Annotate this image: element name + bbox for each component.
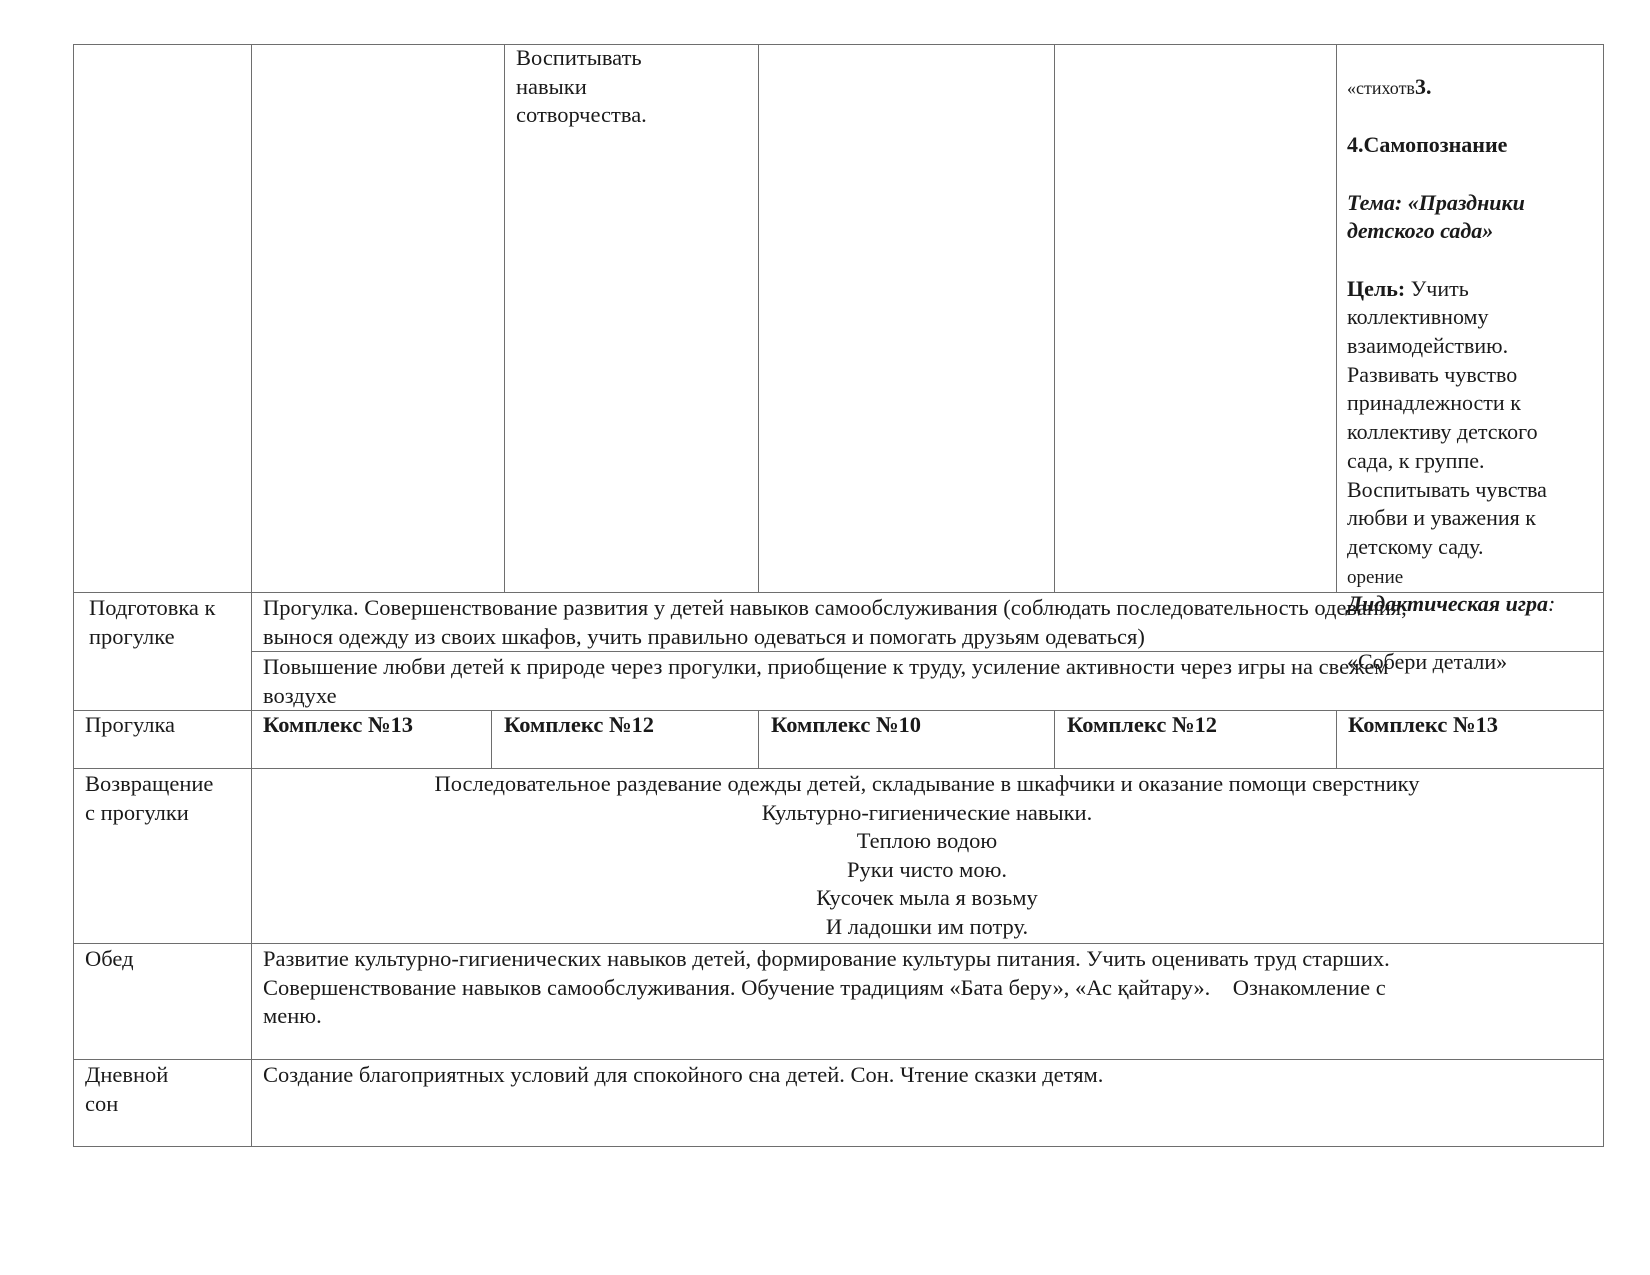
row-label-day-sleep: Дневной сон bbox=[85, 1062, 169, 1116]
complex-item: Комплекс №10 bbox=[771, 712, 922, 737]
return-from-walk-content bbox=[251, 770, 1603, 941]
complex-item: Комплекс №12 bbox=[504, 712, 655, 737]
row-label-walk-preparation: Подготовка к прогулке bbox=[89, 595, 216, 649]
row-label-lunch: Обед bbox=[85, 946, 134, 971]
goal-label: Цель: bbox=[1347, 275, 1406, 301]
self-knowledge-heading: 4.Самопознание bbox=[1347, 132, 1508, 158]
goal-text: Учить коллективному взаимодействию. Развивать чувство принадлежности к коллективу детского сада, к группе. Воспитывать чувства любви и уважения к детскому саду. bbox=[1347, 275, 1547, 559]
lunch-text: Развитие культурно-гигиенических навыков детей, формирование культуры питания. Учить оценивать труд старших. Совершенствование навыков самообслуживания. Обучение традициям «Бата беру», «Ас қайтару». Ознакомление с меню. bbox=[263, 946, 1390, 1028]
lesson-goal bbox=[1347, 275, 1597, 562]
day-sleep-text: Создание благоприятных условий для спокойного сна детей. Сон. Чтение сказки детям. bbox=[263, 1062, 1104, 1087]
table-col-divider bbox=[758, 44, 759, 593]
poems-fragment-line bbox=[1347, 73, 1597, 103]
didactic-game-name: «Собери детали» bbox=[1347, 648, 1508, 674]
complex-item: Комплекс №13 bbox=[1348, 712, 1499, 737]
item-number: 3. bbox=[1414, 73, 1432, 99]
row-label-walk: Прогулка bbox=[85, 712, 176, 737]
table-col-divider bbox=[758, 710, 759, 769]
table-col-divider bbox=[504, 44, 505, 593]
table-border-right bbox=[1603, 44, 1604, 1147]
lesson-theme: Тема: «Праздники детского сада» bbox=[1347, 189, 1525, 244]
table-border-bottom bbox=[73, 1146, 1603, 1147]
row-label-return-from-walk: Возвращение с прогулки bbox=[85, 771, 214, 825]
complex-item: Комплекс №12 bbox=[1067, 712, 1218, 737]
table-col-divider bbox=[491, 710, 492, 769]
cut-off-text-fragment: орение bbox=[1347, 567, 1404, 588]
nature-love-text: Повышение любви детей к природе через прогулки, приобщение к труду, усиление активности через игры на свежем воздухе bbox=[263, 654, 1389, 708]
return-line: Культурно-гигиенические навыки. bbox=[761, 799, 1093, 825]
didactic-game-label: Дидактическая игра bbox=[1347, 591, 1548, 617]
upbringing-text-cell: Воспитывать навыки сотворчества. bbox=[516, 45, 647, 127]
complex-item: Комплекс №13 bbox=[263, 712, 414, 737]
table-row-divider bbox=[73, 768, 1603, 769]
table-row-divider bbox=[73, 943, 1603, 944]
didactic-game-colon: : bbox=[1547, 591, 1556, 617]
poem-line: Теплою водою bbox=[856, 828, 998, 853]
walk-preparation-text: Прогулка. Совершенствование развития у детей навыков самообслуживания (соблюдать последовательность одевания, вынося одежду из своих шкафов, учить правильно одеваться и помогать друзьям одеваться) bbox=[263, 595, 1407, 649]
poems-fragment-text: «стихотв bbox=[1347, 77, 1415, 98]
table-col-divider bbox=[1336, 44, 1337, 593]
table-col-divider bbox=[1054, 44, 1055, 593]
table-row-divider bbox=[73, 1059, 1603, 1060]
table-col-divider bbox=[1336, 710, 1337, 769]
table-col-divider bbox=[1054, 710, 1055, 769]
poem-line: Руки чисто мою. bbox=[846, 856, 1008, 882]
poem-line: Кусочек мыла я возьму bbox=[816, 885, 1038, 910]
poem-line: И ладошки им потру. bbox=[825, 913, 1029, 939]
table-col-divider bbox=[251, 44, 252, 1147]
table-border-left bbox=[73, 44, 74, 1147]
return-line: Последовательное раздевание одежды детей, складывание в шкафчики и оказание помощи сверстнику bbox=[434, 771, 1420, 796]
